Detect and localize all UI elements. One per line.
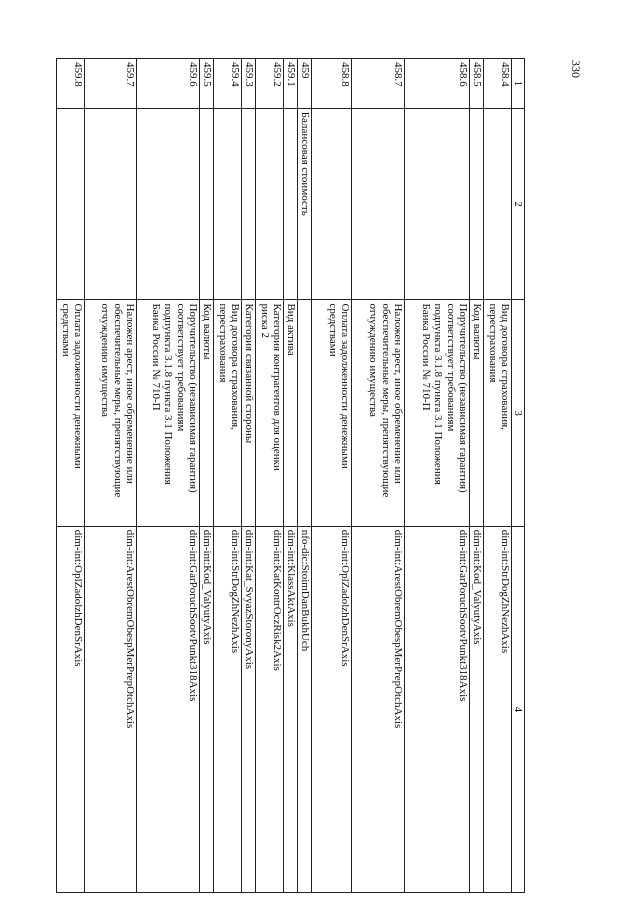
row-description: Вид актива	[283, 300, 297, 526]
table-row	[241, 59, 255, 893]
row-name	[136, 108, 199, 300]
row-dimension: nfo-dic:StoimDanBukhUch	[297, 526, 311, 892]
row-number: 459.5	[199, 59, 213, 109]
row-name	[351, 108, 404, 300]
row-name	[213, 108, 241, 300]
row-name	[241, 108, 255, 300]
table-row	[297, 59, 311, 893]
row-description: Поручительство (независимая гарантия) соответствует требованиям подпункта 3.1.8 пункта 3.1 Положения Банка России № 710-П	[136, 300, 199, 526]
table-body	[56, 59, 511, 893]
row-description: Категория контрагентов для оценки риска 2	[255, 300, 283, 526]
table-row	[404, 59, 469, 893]
row-description: Оплата задолженности денежными средствами	[56, 300, 84, 526]
row-dimension: dim-int:ArestObremObespMerPrepOtchAxis	[351, 526, 404, 892]
row-name	[483, 108, 511, 300]
row-number: 459.4	[213, 59, 241, 109]
row-description: Вид договора страхования, перестрахования	[213, 300, 241, 526]
row-dimension: dim-int:ArestObremObespMerPrepOtchAxis	[84, 526, 136, 892]
row-dimension: dim-int:OplZadolzhDenSrAxis	[311, 526, 351, 892]
row-number: 458.7	[351, 59, 404, 109]
row-number: 459	[297, 59, 311, 109]
row-description	[297, 300, 311, 526]
row-number: 459.8	[56, 59, 84, 109]
row-name	[404, 108, 469, 300]
col-header: 1	[511, 59, 524, 109]
row-name: Балансовая стоимость	[297, 108, 311, 300]
table-row	[56, 59, 84, 893]
table-row	[213, 59, 241, 893]
row-number: 458.5	[469, 59, 483, 109]
table-row	[469, 59, 483, 893]
rotated-table-container	[59, 58, 525, 893]
row-name	[469, 108, 483, 300]
table-row	[483, 59, 511, 893]
row-dimension: dim-int:OplZadolzhDenSrAxis	[56, 526, 84, 892]
header-row	[511, 59, 524, 893]
row-dimension: dim-int:KatKontrOczRisk2Axis	[255, 526, 283, 892]
row-number: 458.4	[483, 59, 511, 109]
row-number: 459.2	[255, 59, 283, 109]
row-dimension: dim-int:KlassAktAxis	[283, 526, 297, 892]
row-number: 459.1	[283, 59, 297, 109]
table-row	[351, 59, 404, 893]
col-header: 2	[511, 108, 524, 300]
row-description: Оплата задолженности денежными средствами	[311, 300, 351, 526]
row-name	[255, 108, 283, 300]
data-table	[56, 58, 525, 893]
col-header: 3	[511, 300, 524, 526]
row-name	[84, 108, 136, 300]
table-row	[255, 59, 283, 893]
row-description: Категория связанной стороны	[241, 300, 255, 526]
row-number: 458.8	[311, 59, 351, 109]
row-name	[283, 108, 297, 300]
row-dimension: dim-int:Kod_ValyutyAxis	[199, 526, 213, 892]
row-dimension: dim-int:StrDogZhNezhAxis	[213, 526, 241, 892]
row-description: Код валюты	[469, 300, 483, 526]
row-number: 459.7	[84, 59, 136, 109]
page-number: 330	[569, 60, 583, 78]
table-row	[283, 59, 297, 893]
row-name	[199, 108, 213, 300]
row-description: Наложен арест, иное обременение или обеспечительные меры, препятствующие отчуждению имущества	[351, 300, 404, 526]
row-description: Поручительство (независимая гарантия) соответствует требованиям подпункта 3.1.8 пункта 3.1 Положения Банка России № 710-П	[404, 300, 469, 526]
row-dimension: dim-int:Kat_SvyazStoronyAxis	[241, 526, 255, 892]
row-number: 458.6	[404, 59, 469, 109]
row-dimension: dim-int:GarPoruchSootvPunkt318Axis	[404, 526, 469, 892]
row-name	[311, 108, 351, 300]
table-row	[311, 59, 351, 893]
row-dimension: dim-int:GarPoruchSootvPunkt318Axis	[136, 526, 199, 892]
row-description: Вид договора страхования, перестрахования	[483, 300, 511, 526]
row-description: Код валюты	[199, 300, 213, 526]
col-header: 4	[511, 526, 524, 892]
table-row	[84, 59, 136, 893]
table-row	[199, 59, 213, 893]
row-name	[56, 108, 84, 300]
row-dimension: dim-int:StrDogZhNezhAxis	[483, 526, 511, 892]
table-row	[136, 59, 199, 893]
row-description: Наложен арест, иное обременение или обеспечительные меры, препятствующие отчуждению имущества	[84, 300, 136, 526]
row-number: 459.6	[136, 59, 199, 109]
row-dimension: dim-int:Kod_ValyutyAxis	[469, 526, 483, 892]
row-number: 459.3	[241, 59, 255, 109]
